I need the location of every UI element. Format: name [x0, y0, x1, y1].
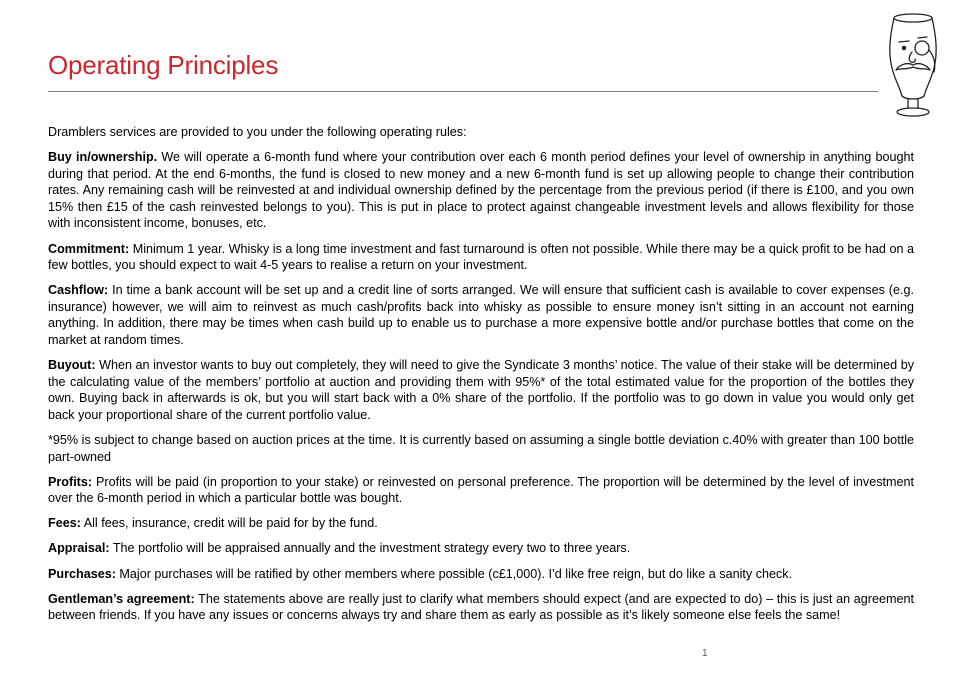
- rule-paragraph: [48, 591, 914, 624]
- rule-heading: Profits:: [48, 474, 93, 489]
- rule-text: We will operate a 6-month fund where your contribution over each 6 month period defines your level of ownership in anything bought during that period. At the end 6-months, the fund is closed to new money and a new 6-month fund is set up allowing people to change their contribution rates. Any remaining cash will be reinvested at and individual ownership defined by the percentage from the previous period (if there is £100, and you own 15% then £15 of the cash reinvested belongs to you). This is put in place to protect against changeable investment levels and allows flexibility for those with inconsistent income, bonuses, etc.: [48, 150, 914, 231]
- rule-paragraph: [48, 282, 914, 348]
- rule-heading: Fees:: [48, 516, 81, 531]
- rule-paragraph: [48, 566, 914, 583]
- rule-heading: Buy in/ownership.: [48, 150, 158, 165]
- rule-text: *95% is subject to change based on auction prices at the time. It is currently based on assuming a single bottle deviation c.40% with greater than 100 bottle part-owned: [48, 433, 914, 464]
- rule-text: The statements above are really just to clarify what members should expect (and are expected to do) – this is just an agreement between friends. If you have any issues or concerns always try and share them as early as possible as it’s likely someone else feels the same!: [48, 591, 914, 623]
- rule-heading: Purchases:: [48, 566, 116, 581]
- rule-heading: Gentleman’s agreement:: [48, 591, 195, 606]
- title-divider: [48, 91, 878, 92]
- rule-text: In time a bank account will be set up and a credit line of sorts arranged. We will ensure that sufficient cash is available to cover expenses (e.g. insurance) however, we will aim to reinvest as much cash/profits back into whisky as possible to ensure money isn’t sitting in an account not earning anything. In addition, there may be times when cash build up to enable us to purchase a more expensive bottle and/or purchase bottles that come on the market at random times.: [48, 283, 914, 348]
- rule-heading: Buyout:: [48, 358, 96, 373]
- rule-paragraph: [48, 241, 914, 274]
- rule-paragraph: [48, 149, 914, 232]
- rule-heading: Cashflow:: [48, 283, 109, 298]
- rule-text: Major purchases will be ratified by other members where possible (c£1,000). I’d like free reign, but do like a sanity check.: [115, 566, 793, 581]
- rule-paragraph: [48, 357, 914, 423]
- rule-text: The portfolio will be appraised annually and the investment strategy every two to three years.: [109, 541, 631, 556]
- rule-text: When an investor wants to buy out completely, they will need to give the Syndicate 3 months’ notice. The value of their stake will be determined by the calculating value of the members’ portfolio at auction and providing them with 95%* of the total estimated value for the proportion of the bottles they own. Buying back in afterwards is ok, but you will start back with a 0% share of the portfolio. If the portfolio was to go down in value you would only get back your proportional share of the current portfolio value.: [48, 358, 914, 422]
- rule-text: Profits will be paid (in proportion to your stake) or reinvested on personal preference. The proportion will be determined by the level of investment over the 6-month period in which a particular bottle was bought.: [48, 474, 914, 506]
- rule-text: Minimum 1 year. Whisky is a long time investment and fast turnaround is often not possible. While there may be a quick profit to be had on a few bottles, you should expect to wait 4-5 years to realise a return on your investment.: [48, 241, 914, 273]
- rule-text: All fees, insurance, credit will be paid for by the fund.: [80, 516, 378, 531]
- intro-paragraph: Dramblers services are provided to you under the following operating rules:: [48, 125, 467, 139]
- rule-heading: Appraisal:: [48, 541, 110, 556]
- rule-paragraph: [48, 474, 914, 507]
- rule-paragraph: [48, 432, 914, 465]
- operating-rules-body: [48, 124, 914, 632]
- page-title: Operating Principles: [48, 50, 279, 80]
- page-number: 1: [702, 648, 708, 659]
- rule-paragraph: [48, 515, 914, 532]
- rule-paragraph: [48, 540, 914, 557]
- rule-heading: Commitment:: [48, 241, 130, 256]
- whisky-glass-logo-icon: [878, 4, 950, 124]
